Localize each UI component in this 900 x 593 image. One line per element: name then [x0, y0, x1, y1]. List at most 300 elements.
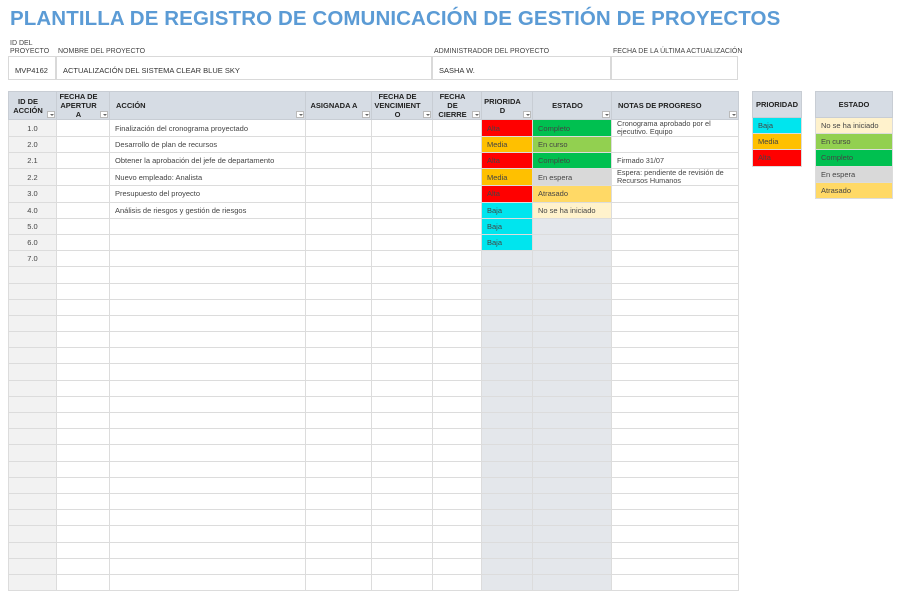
cell-due-date[interactable]: [372, 283, 433, 299]
cell-open-date[interactable]: [57, 332, 110, 348]
cell-assigned-to[interactable]: [306, 477, 372, 493]
cell-assigned-to[interactable]: [306, 137, 372, 153]
cell-status[interactable]: Completo: [533, 120, 612, 137]
cell-priority[interactable]: [482, 396, 533, 412]
cell-assigned-to[interactable]: [306, 251, 372, 267]
cell-action-id[interactable]: 3.0: [9, 186, 57, 202]
cell-status[interactable]: [533, 413, 612, 429]
cell-progress-notes[interactable]: [612, 493, 739, 509]
column-header-assigned-to: [306, 92, 372, 120]
cell-action-id[interactable]: [9, 267, 57, 283]
cell-status[interactable]: [533, 510, 612, 526]
cell-action-id[interactable]: [9, 526, 57, 542]
cell-assigned-to[interactable]: [306, 396, 372, 412]
cell-action[interactable]: [110, 364, 306, 380]
filter-dropdown-icon[interactable]: [296, 111, 304, 118]
cell-status[interactable]: En curso: [533, 137, 612, 153]
cell-due-date[interactable]: [372, 202, 433, 218]
cell-status[interactable]: [533, 332, 612, 348]
cell-action-id[interactable]: [9, 493, 57, 509]
cell-open-date[interactable]: [57, 429, 110, 445]
cell-assigned-to[interactable]: [306, 380, 372, 396]
priority-legend-header: PRIORIDAD: [753, 92, 802, 118]
cell-action[interactable]: [110, 218, 306, 234]
cell-priority[interactable]: Alta: [482, 120, 533, 137]
cell-due-date[interactable]: [372, 526, 433, 542]
table-row: [9, 332, 739, 348]
table-row: [9, 299, 739, 315]
cell-action-id[interactable]: [9, 461, 57, 477]
cell-action-id[interactable]: 2.0: [9, 137, 57, 153]
cell-close-date[interactable]: [433, 396, 482, 412]
cell-due-date[interactable]: [372, 234, 433, 250]
cell-open-date[interactable]: [57, 234, 110, 250]
cell-status[interactable]: [533, 526, 612, 542]
cell-close-date[interactable]: [433, 445, 482, 461]
cell-close-date[interactable]: [433, 137, 482, 153]
cell-progress-notes[interactable]: Cronograma aprobado por el ejecutivo. Equipo: [612, 120, 739, 137]
cell-progress-notes[interactable]: [612, 429, 739, 445]
cell-action[interactable]: [110, 332, 306, 348]
cell-action[interactable]: [110, 348, 306, 364]
cell-due-date[interactable]: [372, 169, 433, 186]
last-update-label: FECHA DE LA ÚLTIMA ACTUALIZACIÓN: [613, 48, 743, 55]
cell-open-date[interactable]: [57, 380, 110, 396]
cell-action[interactable]: [110, 315, 306, 331]
filter-dropdown-icon[interactable]: [602, 111, 610, 118]
cell-action[interactable]: Desarrollo de plan de recursos: [110, 137, 306, 153]
cell-open-date[interactable]: [57, 218, 110, 234]
cell-priority[interactable]: Baja: [482, 218, 533, 234]
filter-dropdown-icon[interactable]: [523, 111, 531, 118]
cell-priority[interactable]: [482, 558, 533, 574]
cell-close-date[interactable]: [433, 364, 482, 380]
cell-progress-notes[interactable]: [612, 283, 739, 299]
cell-action[interactable]: [110, 380, 306, 396]
table-row: [9, 493, 739, 509]
cell-assigned-to[interactable]: [306, 526, 372, 542]
cell-progress-notes[interactable]: [612, 396, 739, 412]
filter-dropdown-icon[interactable]: [362, 111, 370, 118]
cell-priority[interactable]: [482, 283, 533, 299]
cell-due-date[interactable]: [372, 218, 433, 234]
cell-progress-notes[interactable]: [612, 234, 739, 250]
cell-due-date[interactable]: [372, 574, 433, 590]
cell-action[interactable]: [110, 299, 306, 315]
cell-status[interactable]: [533, 283, 612, 299]
cell-action-id[interactable]: [9, 396, 57, 412]
cell-open-date[interactable]: [57, 299, 110, 315]
cell-status[interactable]: En espera: [533, 169, 612, 186]
cell-action[interactable]: [110, 429, 306, 445]
cell-priority[interactable]: [482, 251, 533, 267]
cell-open-date[interactable]: [57, 493, 110, 509]
filter-dropdown-icon[interactable]: [729, 111, 737, 118]
cell-close-date[interactable]: [433, 120, 482, 137]
legend-item: En espera: [816, 166, 893, 182]
cell-progress-notes[interactable]: Firmado 31/07: [612, 153, 739, 169]
cell-assigned-to[interactable]: [306, 267, 372, 283]
cell-action[interactable]: [110, 542, 306, 558]
cell-assigned-to[interactable]: [306, 461, 372, 477]
cell-assigned-to[interactable]: [306, 348, 372, 364]
cell-open-date[interactable]: [57, 558, 110, 574]
cell-action-id[interactable]: [9, 542, 57, 558]
table-row: [9, 429, 739, 445]
cell-due-date[interactable]: [372, 299, 433, 315]
cell-due-date[interactable]: [372, 315, 433, 331]
cell-priority[interactable]: [482, 526, 533, 542]
cell-due-date[interactable]: [372, 558, 433, 574]
cell-priority[interactable]: [482, 332, 533, 348]
cell-progress-notes[interactable]: [612, 445, 739, 461]
cell-progress-notes[interactable]: [612, 413, 739, 429]
cell-priority[interactable]: [482, 413, 533, 429]
cell-action[interactable]: [110, 558, 306, 574]
cell-assigned-to[interactable]: [306, 429, 372, 445]
cell-close-date[interactable]: [433, 153, 482, 169]
cell-action-id[interactable]: [9, 348, 57, 364]
cell-open-date[interactable]: [57, 445, 110, 461]
cell-due-date[interactable]: [372, 332, 433, 348]
cell-action[interactable]: Análisis de riesgos y gestión de riesgos: [110, 202, 306, 218]
cell-assigned-to[interactable]: [306, 169, 372, 186]
cell-action-id[interactable]: [9, 283, 57, 299]
status-legend-header: ESTADO: [816, 92, 893, 118]
cell-close-date[interactable]: [433, 526, 482, 542]
cell-due-date[interactable]: [372, 251, 433, 267]
cell-progress-notes[interactable]: [612, 558, 739, 574]
cell-priority[interactable]: [482, 493, 533, 509]
cell-assigned-to[interactable]: [306, 542, 372, 558]
cell-open-date[interactable]: [57, 477, 110, 493]
cell-status[interactable]: [533, 364, 612, 380]
cell-assigned-to[interactable]: [306, 234, 372, 250]
cell-action[interactable]: [110, 461, 306, 477]
cell-open-date[interactable]: [57, 315, 110, 331]
cell-action[interactable]: [110, 477, 306, 493]
cell-priority[interactable]: [482, 299, 533, 315]
cell-progress-notes[interactable]: [612, 526, 739, 542]
cell-assigned-to[interactable]: [306, 202, 372, 218]
cell-status[interactable]: No se ha iniciado: [533, 202, 612, 218]
cell-priority[interactable]: Baja: [482, 234, 533, 250]
cell-status[interactable]: [533, 493, 612, 509]
cell-close-date[interactable]: [433, 574, 482, 590]
cell-priority[interactable]: [482, 574, 533, 590]
project-manager-field[interactable]: SASHA W.: [432, 56, 611, 80]
cell-status[interactable]: [533, 315, 612, 331]
cell-priority[interactable]: [482, 445, 533, 461]
cell-close-date[interactable]: [433, 542, 482, 558]
cell-close-date[interactable]: [433, 315, 482, 331]
cell-status[interactable]: [533, 477, 612, 493]
cell-action[interactable]: [110, 574, 306, 590]
cell-action-id[interactable]: [9, 477, 57, 493]
cell-action-id[interactable]: [9, 413, 57, 429]
cell-open-date[interactable]: [57, 542, 110, 558]
cell-progress-notes[interactable]: [612, 267, 739, 283]
cell-assigned-to[interactable]: [306, 510, 372, 526]
cell-progress-notes[interactable]: [612, 542, 739, 558]
column-header-progress-notes: [612, 92, 739, 120]
legend-item: Baja: [753, 118, 802, 134]
legend-item: No se ha iniciado: [816, 118, 893, 134]
cell-status[interactable]: [533, 348, 612, 364]
cell-status[interactable]: [533, 542, 612, 558]
cell-assigned-to[interactable]: [306, 493, 372, 509]
cell-action[interactable]: [110, 413, 306, 429]
cell-action[interactable]: [110, 445, 306, 461]
cell-status[interactable]: [533, 558, 612, 574]
cell-status[interactable]: [533, 267, 612, 283]
table-row: [9, 120, 739, 137]
cell-assigned-to[interactable]: [306, 315, 372, 331]
table-row: [9, 364, 739, 380]
cell-open-date[interactable]: [57, 413, 110, 429]
cell-due-date[interactable]: [372, 348, 433, 364]
cell-progress-notes[interactable]: [612, 574, 739, 590]
cell-due-date[interactable]: [372, 413, 433, 429]
cell-open-date[interactable]: [57, 153, 110, 169]
cell-close-date[interactable]: [433, 267, 482, 283]
cell-action[interactable]: [110, 493, 306, 509]
cell-priority[interactable]: [482, 477, 533, 493]
cell-action[interactable]: Presupuesto del proyecto: [110, 186, 306, 202]
cell-progress-notes[interactable]: [612, 510, 739, 526]
cell-action-id[interactable]: [9, 364, 57, 380]
cell-close-date[interactable]: [433, 510, 482, 526]
cell-status[interactable]: [533, 445, 612, 461]
cell-close-date[interactable]: [433, 477, 482, 493]
cell-priority[interactable]: [482, 542, 533, 558]
cell-priority[interactable]: Media: [482, 169, 533, 186]
cell-priority[interactable]: [482, 315, 533, 331]
cell-progress-notes[interactable]: [612, 348, 739, 364]
legend-item: Media: [753, 134, 802, 150]
cell-progress-notes[interactable]: [612, 461, 739, 477]
cell-priority[interactable]: Baja: [482, 202, 533, 218]
cell-assigned-to[interactable]: [306, 332, 372, 348]
cell-assigned-to[interactable]: [306, 574, 372, 590]
project-id-label: ID DEL PROYECTO: [10, 40, 50, 55]
cell-close-date[interactable]: [433, 169, 482, 186]
cell-action[interactable]: [110, 510, 306, 526]
cell-assigned-to[interactable]: [306, 364, 372, 380]
cell-assigned-to[interactable]: [306, 153, 372, 169]
cell-action-id[interactable]: 1.0: [9, 120, 57, 137]
cell-assigned-to[interactable]: [306, 558, 372, 574]
cell-open-date[interactable]: [57, 364, 110, 380]
cell-progress-notes[interactable]: [612, 315, 739, 331]
cell-progress-notes[interactable]: [612, 251, 739, 267]
cell-action[interactable]: [110, 251, 306, 267]
cell-due-date[interactable]: [372, 542, 433, 558]
cell-action-id[interactable]: 7.0: [9, 251, 57, 267]
cell-priority[interactable]: [482, 380, 533, 396]
table-row: [9, 137, 739, 153]
filter-dropdown-icon[interactable]: [47, 111, 55, 118]
cell-close-date[interactable]: [433, 461, 482, 477]
cell-action-id[interactable]: 4.0: [9, 202, 57, 218]
cell-status[interactable]: [533, 461, 612, 477]
cell-open-date[interactable]: [57, 526, 110, 542]
cell-assigned-to[interactable]: [306, 120, 372, 137]
cell-close-date[interactable]: [433, 251, 482, 267]
cell-action[interactable]: Nuevo empleado: Analista: [110, 169, 306, 186]
cell-progress-notes[interactable]: [612, 380, 739, 396]
cell-action-id[interactable]: [9, 574, 57, 590]
column-header-label: FECHA DE CIERRE: [438, 92, 467, 119]
cell-status[interactable]: [533, 574, 612, 590]
cell-close-date[interactable]: [433, 234, 482, 250]
project-id-field[interactable]: MVP4162: [8, 56, 56, 80]
cell-priority[interactable]: Media: [482, 137, 533, 153]
cell-close-date[interactable]: [433, 429, 482, 445]
cell-action-id[interactable]: [9, 315, 57, 331]
cell-status[interactable]: [533, 218, 612, 234]
cell-due-date[interactable]: [372, 445, 433, 461]
cell-status[interactable]: Atrasado: [533, 186, 612, 202]
column-header-open-date: [57, 92, 110, 120]
cell-priority[interactable]: [482, 461, 533, 477]
cell-action-id[interactable]: 2.1: [9, 153, 57, 169]
table-row: [9, 461, 739, 477]
cell-close-date[interactable]: [433, 493, 482, 509]
cell-open-date[interactable]: [57, 202, 110, 218]
cell-close-date[interactable]: [433, 332, 482, 348]
cell-status[interactable]: [533, 299, 612, 315]
cell-close-date[interactable]: [433, 218, 482, 234]
cell-open-date[interactable]: [57, 186, 110, 202]
cell-due-date[interactable]: [372, 493, 433, 509]
cell-close-date[interactable]: [433, 283, 482, 299]
cell-progress-notes[interactable]: [612, 202, 739, 218]
cell-status[interactable]: Completo: [533, 153, 612, 169]
cell-action-id[interactable]: [9, 510, 57, 526]
cell-action[interactable]: [110, 283, 306, 299]
cell-priority[interactable]: [482, 510, 533, 526]
cell-due-date[interactable]: [372, 461, 433, 477]
cell-close-date[interactable]: [433, 186, 482, 202]
legend-row: [753, 150, 802, 166]
cell-action[interactable]: [110, 396, 306, 412]
cell-open-date[interactable]: [57, 120, 110, 137]
cell-open-date[interactable]: [57, 251, 110, 267]
cell-due-date[interactable]: [372, 396, 433, 412]
cell-progress-notes[interactable]: [612, 218, 739, 234]
cell-due-date[interactable]: [372, 137, 433, 153]
cell-status[interactable]: [533, 396, 612, 412]
cell-close-date[interactable]: [433, 558, 482, 574]
cell-due-date[interactable]: [372, 429, 433, 445]
cell-action[interactable]: [110, 526, 306, 542]
cell-close-date[interactable]: [433, 202, 482, 218]
cell-open-date[interactable]: [57, 137, 110, 153]
cell-progress-notes[interactable]: Espera: pendiente de revisión de Recursos Humanos: [612, 169, 739, 186]
cell-action-id[interactable]: [9, 429, 57, 445]
cell-due-date[interactable]: [372, 477, 433, 493]
cell-action-id[interactable]: [9, 332, 57, 348]
cell-progress-notes[interactable]: [612, 299, 739, 315]
cell-assigned-to[interactable]: [306, 299, 372, 315]
cell-priority[interactable]: Alta: [482, 153, 533, 169]
cell-action-id[interactable]: 6.0: [9, 234, 57, 250]
cell-action-id[interactable]: [9, 445, 57, 461]
cell-action-id[interactable]: [9, 380, 57, 396]
cell-close-date[interactable]: [433, 348, 482, 364]
cell-open-date[interactable]: [57, 348, 110, 364]
cell-assigned-to[interactable]: [306, 218, 372, 234]
cell-assigned-to[interactable]: [306, 283, 372, 299]
cell-assigned-to[interactable]: [306, 445, 372, 461]
table-row: [9, 542, 739, 558]
cell-open-date[interactable]: [57, 510, 110, 526]
cell-action-id[interactable]: 2.2: [9, 169, 57, 186]
cell-close-date[interactable]: [433, 413, 482, 429]
table-row: [9, 315, 739, 331]
last-update-field[interactable]: [611, 56, 738, 80]
cell-status[interactable]: [533, 234, 612, 250]
cell-action[interactable]: Obtener la aprobación del jefe de departamento: [110, 153, 306, 169]
filter-dropdown-icon[interactable]: [472, 111, 480, 118]
filter-dropdown-icon[interactable]: [100, 111, 108, 118]
filter-dropdown-icon[interactable]: [423, 111, 431, 118]
cell-close-date[interactable]: [433, 380, 482, 396]
cell-action[interactable]: Finalización del cronograma proyectado: [110, 120, 306, 137]
cell-status[interactable]: [533, 429, 612, 445]
cell-due-date[interactable]: [372, 120, 433, 137]
cell-action-id[interactable]: 5.0: [9, 218, 57, 234]
cell-open-date[interactable]: [57, 169, 110, 186]
column-header-action-id: [9, 92, 57, 120]
cell-due-date[interactable]: [372, 267, 433, 283]
cell-progress-notes[interactable]: [612, 332, 739, 348]
cell-status[interactable]: [533, 251, 612, 267]
cell-assigned-to[interactable]: [306, 186, 372, 202]
cell-priority[interactable]: Alta: [482, 186, 533, 202]
cell-action-id[interactable]: [9, 299, 57, 315]
cell-due-date[interactable]: [372, 186, 433, 202]
cell-due-date[interactable]: [372, 153, 433, 169]
cell-action-id[interactable]: [9, 558, 57, 574]
cell-progress-notes[interactable]: [612, 186, 739, 202]
cell-status[interactable]: [533, 380, 612, 396]
cell-priority[interactable]: [482, 267, 533, 283]
cell-open-date[interactable]: [57, 461, 110, 477]
cell-assigned-to[interactable]: [306, 413, 372, 429]
cell-action[interactable]: [110, 267, 306, 283]
cell-action[interactable]: [110, 234, 306, 250]
cell-progress-notes[interactable]: [612, 364, 739, 380]
cell-open-date[interactable]: [57, 574, 110, 590]
cell-progress-notes[interactable]: [612, 137, 739, 153]
cell-priority[interactable]: [482, 429, 533, 445]
cell-open-date[interactable]: [57, 267, 110, 283]
cell-priority[interactable]: [482, 364, 533, 380]
column-header-label: ASIGNADA A: [310, 101, 358, 110]
cell-due-date[interactable]: [372, 364, 433, 380]
cell-progress-notes[interactable]: [612, 477, 739, 493]
cell-open-date[interactable]: [57, 283, 110, 299]
column-header-priority: [482, 92, 533, 120]
cell-due-date[interactable]: [372, 380, 433, 396]
cell-close-date[interactable]: [433, 299, 482, 315]
cell-priority[interactable]: [482, 348, 533, 364]
project-name-field[interactable]: ACTUALIZACIÓN DEL SISTEMA CLEAR BLUE SKY: [56, 56, 432, 80]
cell-due-date[interactable]: [372, 510, 433, 526]
cell-open-date[interactable]: [57, 396, 110, 412]
